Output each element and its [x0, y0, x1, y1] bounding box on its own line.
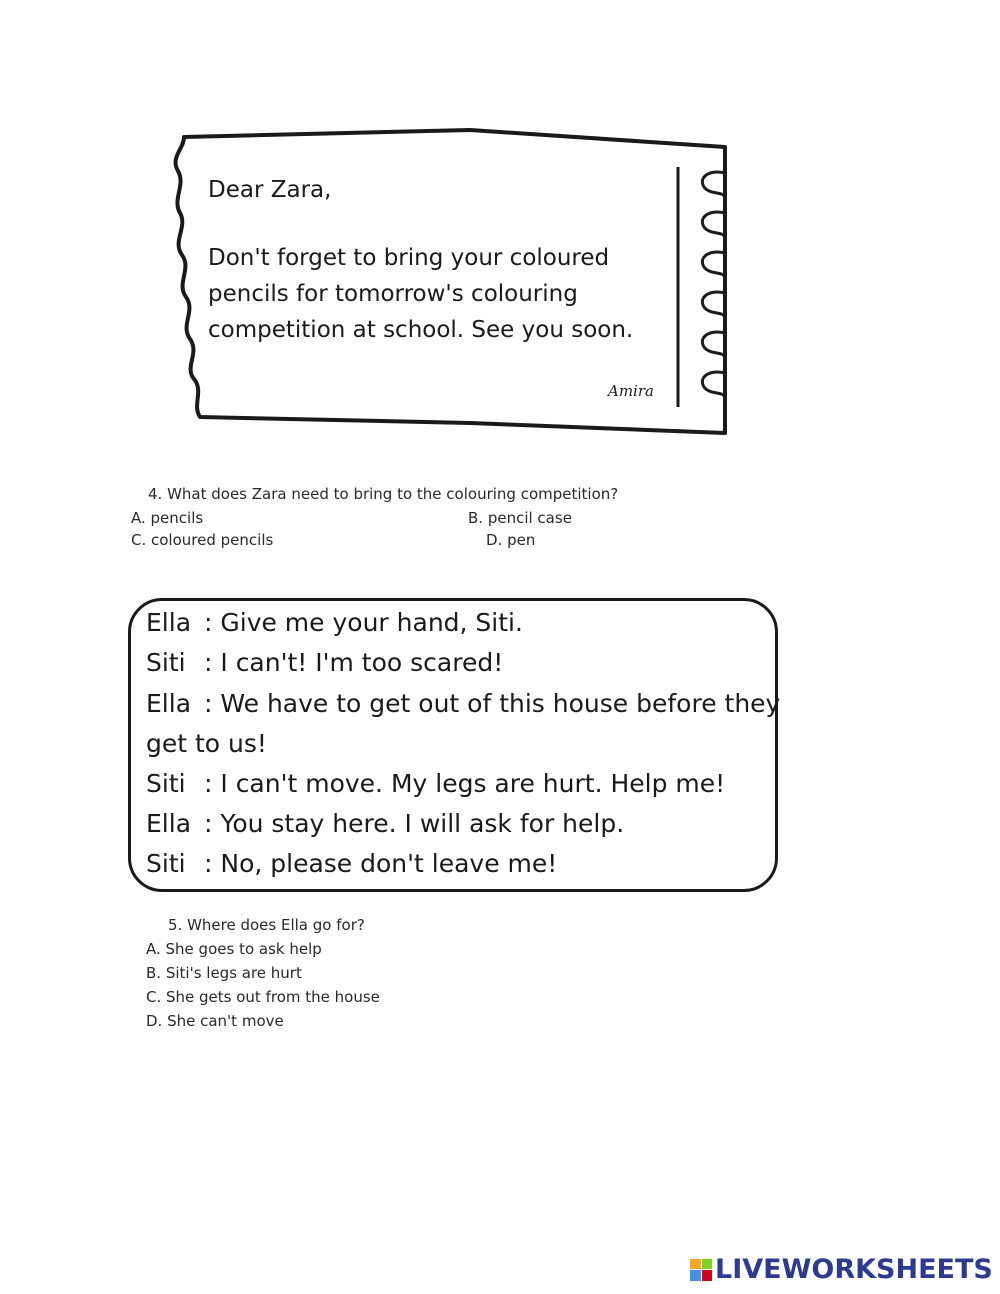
dialogue-line — [146, 648, 503, 677]
question-4-text: 4. What does Zara need to bring to the colouring competition? — [148, 485, 619, 503]
logo-text: LIVEWORKSHEETS — [715, 1254, 993, 1285]
dialogue-line — [146, 809, 624, 838]
dialogue-speaker: Ella — [146, 809, 192, 838]
dialogue-speaker: Ella — [146, 608, 192, 637]
question-5-text: 5. Where does Ella go for? — [168, 916, 365, 934]
dialogue-text: : Give me your hand, Siti. — [204, 608, 523, 637]
dialogue-line — [146, 849, 557, 878]
q4-option-a[interactable]: A. pencils — [131, 509, 204, 527]
dialogue-text: : You stay here. I will ask for help. — [204, 809, 625, 838]
q5-option-b[interactable]: B. Siti's legs are hurt — [146, 964, 302, 982]
dialogue-line — [146, 769, 725, 798]
q4-option-c[interactable]: C. coloured pencils — [131, 531, 274, 549]
dialogue-speaker: Ella — [146, 689, 192, 718]
dialogue-line — [146, 608, 523, 637]
liveworksheets-logo[interactable] — [690, 1254, 993, 1285]
q5-option-a[interactable]: A. She goes to ask help — [146, 940, 322, 958]
note-signature: Amira — [608, 382, 654, 400]
note-body: Don't forget to bring your coloured pencils for tomorrow's colouring competition at school. See you soon. — [208, 245, 634, 343]
q4-option-d[interactable]: D. pen — [486, 531, 536, 549]
dialogue-speaker: Siti — [146, 648, 186, 677]
dialogue-text: : I can't! I'm too scared! — [204, 648, 504, 677]
logo-mark-icon — [690, 1259, 712, 1281]
dialogue-text: : No, please don't leave me! — [204, 849, 558, 878]
q5-option-d[interactable]: D. She can't move — [146, 1012, 284, 1030]
note-greeting: Dear Zara, — [208, 177, 332, 203]
dialogue-text: : We have to get out of this house before they — [204, 689, 781, 718]
dialogue-speaker: Siti — [146, 769, 186, 798]
dialogue-text: : I can't move. My legs are hurt. Help me! — [204, 769, 726, 798]
dialogue-speaker: Siti — [146, 849, 186, 878]
q4-option-b[interactable]: B. pencil case — [468, 509, 572, 527]
dialogue-line — [146, 729, 267, 758]
dialogue-text: get to us! — [146, 729, 267, 758]
dialogue-line — [146, 689, 780, 718]
q5-option-c[interactable]: C. She gets out from the house — [146, 988, 380, 1006]
